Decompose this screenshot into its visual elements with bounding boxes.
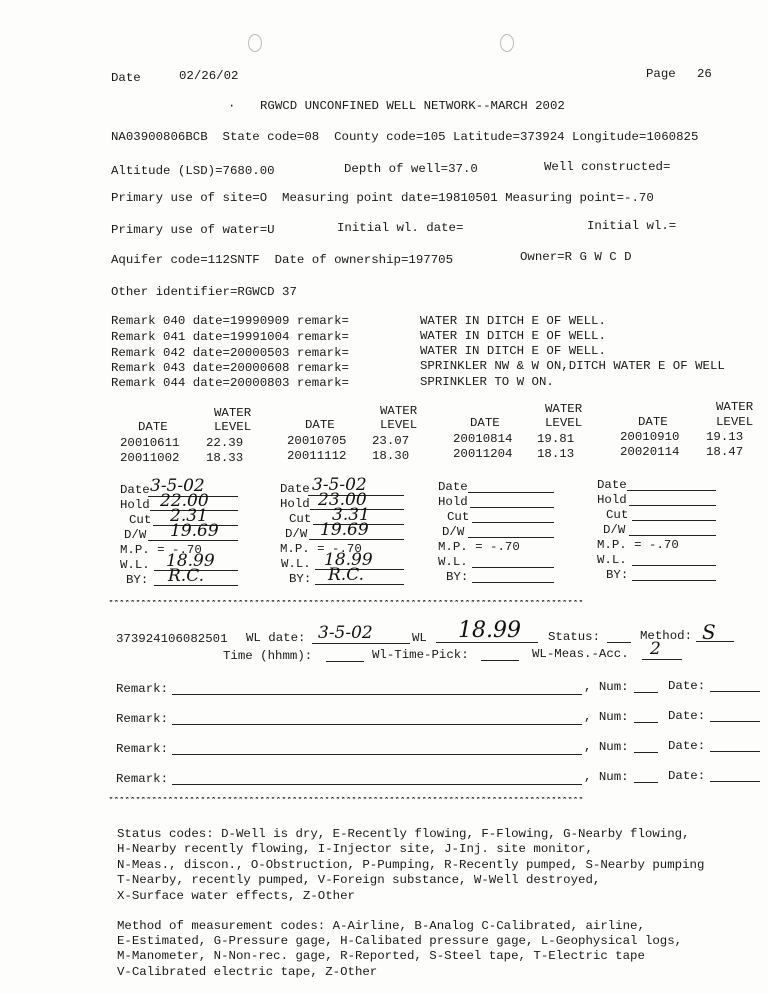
hold-label: Hold bbox=[597, 493, 627, 507]
wl-date-value: 3-5-02 bbox=[318, 623, 373, 643]
hold-label: Hold bbox=[438, 495, 468, 509]
wl-time-pick-field[interactable] bbox=[481, 660, 519, 661]
measure-date-label: Date bbox=[280, 482, 310, 496]
water-header: WATER bbox=[380, 404, 418, 418]
cut-field[interactable] bbox=[472, 522, 554, 523]
remark-line-left: Remark 041 date=19991004 remark= bbox=[111, 330, 349, 344]
date-header: DATE bbox=[470, 416, 500, 430]
dw-field[interactable] bbox=[468, 537, 554, 538]
level-value: 18.30 bbox=[372, 449, 410, 463]
num-field[interactable] bbox=[634, 782, 658, 783]
measure-date-value: 3-5-02 bbox=[312, 475, 367, 495]
wl-time-pick-label: Wl-Time-Pick: bbox=[372, 648, 469, 662]
remark-line-left: Remark 042 date=20000503 remark= bbox=[111, 346, 349, 360]
cut-label: Cut bbox=[606, 508, 629, 522]
remark-form-label: Remark: bbox=[116, 772, 169, 786]
remark-form-field[interactable] bbox=[172, 784, 582, 785]
wl-label: W.L. bbox=[281, 557, 311, 571]
dw-label: D/W bbox=[603, 523, 626, 537]
wl-value: 18.99 bbox=[324, 550, 373, 570]
depth-of-well: Depth of well=37.0 bbox=[344, 162, 478, 176]
owner: Owner=R G W C D bbox=[520, 250, 632, 264]
num-label: , Num: bbox=[584, 770, 629, 784]
remark-date-label: Date: bbox=[668, 769, 706, 783]
level-date: 20010910 bbox=[620, 430, 680, 444]
primary-use-of-site: Primary use of site=O Measuring point date=19810501 Measuring point=-.70 bbox=[111, 191, 654, 205]
remark-form-field[interactable] bbox=[172, 694, 582, 695]
method-codes-line: V-Calibrated electric tape, Z-Other bbox=[117, 965, 378, 979]
wl-field[interactable] bbox=[632, 565, 716, 566]
level-date: 20010705 bbox=[287, 434, 347, 448]
wl-meas-acc-field[interactable] bbox=[642, 659, 682, 660]
separator-line: **************************************************************************************** bbox=[108, 600, 584, 610]
well-constructed: Well constructed= bbox=[544, 160, 671, 174]
dw-field[interactable] bbox=[629, 535, 716, 536]
method-codes-line: Method of measurement codes: A-Airline, B-Analog C-Calibrated, airline, bbox=[117, 919, 645, 933]
wl-field[interactable] bbox=[472, 567, 554, 568]
method-codes-line: M-Manometer, N-Non-rec. gage, R-Reported, S-Steel tape, T-Electric tape bbox=[117, 949, 645, 963]
method-codes-line: E-Estimated, G-Pressure gage, H-Calibated pressure gage, L-Geophysical logs, bbox=[117, 934, 683, 948]
num-label: , Num: bbox=[584, 740, 629, 754]
measure-date-value: 3-5-02 bbox=[150, 476, 205, 496]
date-header: DATE bbox=[138, 420, 168, 434]
dw-value: 19.69 bbox=[170, 521, 219, 541]
measure-date-field[interactable] bbox=[627, 490, 716, 491]
hold-field[interactable] bbox=[629, 505, 716, 506]
status-codes-line: T-Nearby, recently pumped, V-Foreign substance, W-Well destroyed, bbox=[117, 873, 601, 887]
status-codes-line: Status codes: D-Well is dry, E-Recently flowing, F-Flowing, G-Nearby flowing, bbox=[117, 827, 690, 841]
mp-label: M.P. = -.70 bbox=[438, 540, 520, 554]
wl-meas-acc-value: 2 bbox=[650, 639, 661, 659]
mp-label: M.P. = -.70 bbox=[597, 538, 679, 552]
wl-label: WL bbox=[412, 631, 427, 645]
time-field[interactable] bbox=[326, 661, 364, 662]
hold-label: Hold bbox=[280, 497, 310, 511]
cut-label: Cut bbox=[129, 513, 152, 527]
remark-line-left: Remark 043 date=20000608 remark= bbox=[111, 361, 349, 375]
remark-date-label: Date: bbox=[668, 679, 706, 693]
remark-form-label: Remark: bbox=[116, 682, 169, 696]
date-header: DATE bbox=[638, 415, 668, 429]
by-label: BY: bbox=[289, 572, 312, 586]
by-label: BY: bbox=[126, 573, 149, 587]
status-label: Status: bbox=[548, 630, 601, 644]
site-identification-line: NA03900806BCB State code=08 County code=105 Latitude=373924 Longitude=1060825 bbox=[111, 130, 699, 144]
cut-label: Cut bbox=[447, 510, 470, 524]
mp-label: M.P. = -.70 bbox=[280, 542, 362, 556]
measure-date-label: Date bbox=[120, 483, 150, 497]
report-date: 02/26/02 bbox=[179, 69, 239, 83]
num-field[interactable] bbox=[634, 722, 658, 723]
num-field[interactable] bbox=[634, 692, 658, 693]
level-date: 20011204 bbox=[453, 447, 513, 461]
page-title: RGWCD UNCONFINED WELL NETWORK--MARCH 2002 bbox=[260, 99, 565, 113]
page-number: 26 bbox=[697, 67, 712, 81]
binder-hole-left bbox=[248, 34, 262, 52]
remark-line-left: Remark 040 date=19990909 remark= bbox=[111, 314, 349, 328]
hold-value: 23.00 bbox=[318, 490, 367, 510]
wl-date-field[interactable] bbox=[312, 643, 410, 644]
level-value: 23.07 bbox=[372, 434, 410, 448]
wl-value: 18.99 bbox=[166, 551, 215, 571]
remark-date-field[interactable] bbox=[710, 691, 760, 692]
time-label: Time (hhmm): bbox=[223, 649, 313, 663]
by-label: BY: bbox=[606, 568, 629, 582]
remark-line-left: Remark 044 date=20000803 remark= bbox=[111, 376, 349, 390]
level-value: 18.47 bbox=[706, 445, 744, 459]
cut-value: 2.31 bbox=[170, 506, 208, 526]
status-codes-line: H-Nearby recently flowing, I-Injector site, J-Inj. site monitor, bbox=[117, 842, 593, 856]
level-date: 20020114 bbox=[620, 445, 680, 459]
level-value: 18.13 bbox=[537, 447, 575, 461]
hold-value: 22.00 bbox=[160, 491, 209, 511]
dw-label: D/W bbox=[124, 528, 147, 542]
water-header: WATER bbox=[545, 402, 583, 416]
date-label: Date bbox=[111, 71, 141, 85]
date-header: DATE bbox=[305, 418, 335, 432]
remark-date-label: Date: bbox=[668, 709, 706, 723]
cut-value: 3.31 bbox=[332, 505, 370, 525]
remark-line-text: WATER IN DITCH E OF WELL. bbox=[420, 329, 606, 343]
level-date: 20010814 bbox=[453, 432, 513, 446]
remark-line-text: WATER IN DITCH E OF WELL. bbox=[420, 314, 606, 328]
hold-label: Hold bbox=[120, 498, 150, 512]
wl-label: W.L. bbox=[597, 553, 627, 567]
level-header: LEVEL bbox=[716, 415, 754, 429]
page-label: Page bbox=[646, 67, 676, 81]
by-value: R.C. bbox=[168, 566, 205, 586]
level-date: 20011112 bbox=[287, 449, 347, 463]
remark-line-text: SPRINKLER NW & W ON,DITCH WATER E OF WELL bbox=[420, 359, 725, 373]
wl-label: W.L. bbox=[120, 558, 150, 572]
binder-hole-right bbox=[500, 34, 514, 52]
level-header: LEVEL bbox=[214, 420, 252, 434]
remark-date-field[interactable] bbox=[710, 721, 760, 722]
remark-form-field[interactable] bbox=[172, 754, 582, 755]
method-value: S bbox=[702, 620, 716, 644]
level-value: 19.13 bbox=[706, 430, 744, 444]
primary-use-of-water: Primary use of water=U bbox=[111, 223, 275, 237]
initial-wl-date: Initial wl. date= bbox=[337, 221, 464, 235]
remark-date-field[interactable] bbox=[710, 751, 760, 752]
wl-label: W.L. bbox=[438, 555, 468, 569]
dw-value: 19.69 bbox=[320, 520, 369, 540]
by-field[interactable] bbox=[472, 582, 554, 583]
wl-meas-acc-label: WL-Meas.-Acc. bbox=[532, 647, 629, 661]
cut-label: Cut bbox=[289, 512, 312, 526]
dw-label: D/W bbox=[285, 527, 308, 541]
remark-form-field[interactable] bbox=[172, 724, 582, 725]
remark-date-label: Date: bbox=[668, 739, 706, 753]
by-label: BY: bbox=[446, 570, 469, 584]
site-id: 373924106082501 bbox=[116, 632, 228, 646]
water-header: WATER bbox=[716, 400, 754, 414]
status-field[interactable] bbox=[607, 642, 631, 643]
measure-date-label: Date bbox=[438, 480, 468, 494]
remark-line-text: WATER IN DITCH E OF WELL. bbox=[420, 344, 606, 358]
hold-field[interactable] bbox=[470, 507, 554, 508]
remark-date-field[interactable] bbox=[710, 781, 760, 782]
num-field[interactable] bbox=[634, 752, 658, 753]
other-identifier: Other identifier=RGWCD 37 bbox=[111, 285, 297, 299]
level-header: LEVEL bbox=[545, 416, 583, 430]
num-label: , Num: bbox=[584, 710, 629, 724]
wl-date-label: WL date: bbox=[246, 631, 306, 645]
wl-entry-value: 18.99 bbox=[458, 618, 521, 643]
water-header: WATER bbox=[214, 406, 252, 420]
level-date: 20011002 bbox=[120, 451, 180, 465]
level-date: 20010611 bbox=[120, 436, 180, 450]
status-codes-line: X-Surface water effects, Z-Other bbox=[117, 889, 355, 903]
bullet-dot: · bbox=[228, 99, 236, 113]
measure-date-field[interactable] bbox=[468, 492, 554, 493]
level-value: 19.81 bbox=[537, 432, 575, 446]
by-field[interactable] bbox=[632, 580, 716, 581]
level-header: LEVEL bbox=[380, 418, 418, 432]
method-label: Method: bbox=[640, 629, 693, 643]
measure-date-label: Date bbox=[597, 478, 627, 492]
level-value: 22.39 bbox=[206, 436, 244, 450]
num-label: , Num: bbox=[584, 680, 629, 694]
initial-wl: Initial wl.= bbox=[587, 219, 677, 233]
separator-line: **************************************************************************************** bbox=[108, 797, 584, 807]
remark-form-label: Remark: bbox=[116, 712, 169, 726]
altitude: Altitude (LSD)=7680.00 bbox=[111, 164, 275, 178]
status-codes-line: N-Meas., discon., O-Obstruction, P-Pumping, R-Recently pumped, S-Nearby pumping bbox=[117, 858, 705, 872]
level-value: 18.33 bbox=[206, 451, 244, 465]
cut-field[interactable] bbox=[632, 520, 716, 521]
mp-label: M.P. = -.70 bbox=[120, 543, 202, 557]
remark-line-text: SPRINKLER TO W ON. bbox=[420, 375, 554, 389]
remark-form-label: Remark: bbox=[116, 742, 169, 756]
by-value: R.C. bbox=[328, 565, 365, 585]
dw-label: D/W bbox=[442, 525, 465, 539]
aquifer-code: Aquifer code=112SNTF Date of ownership=197705 bbox=[111, 253, 454, 267]
